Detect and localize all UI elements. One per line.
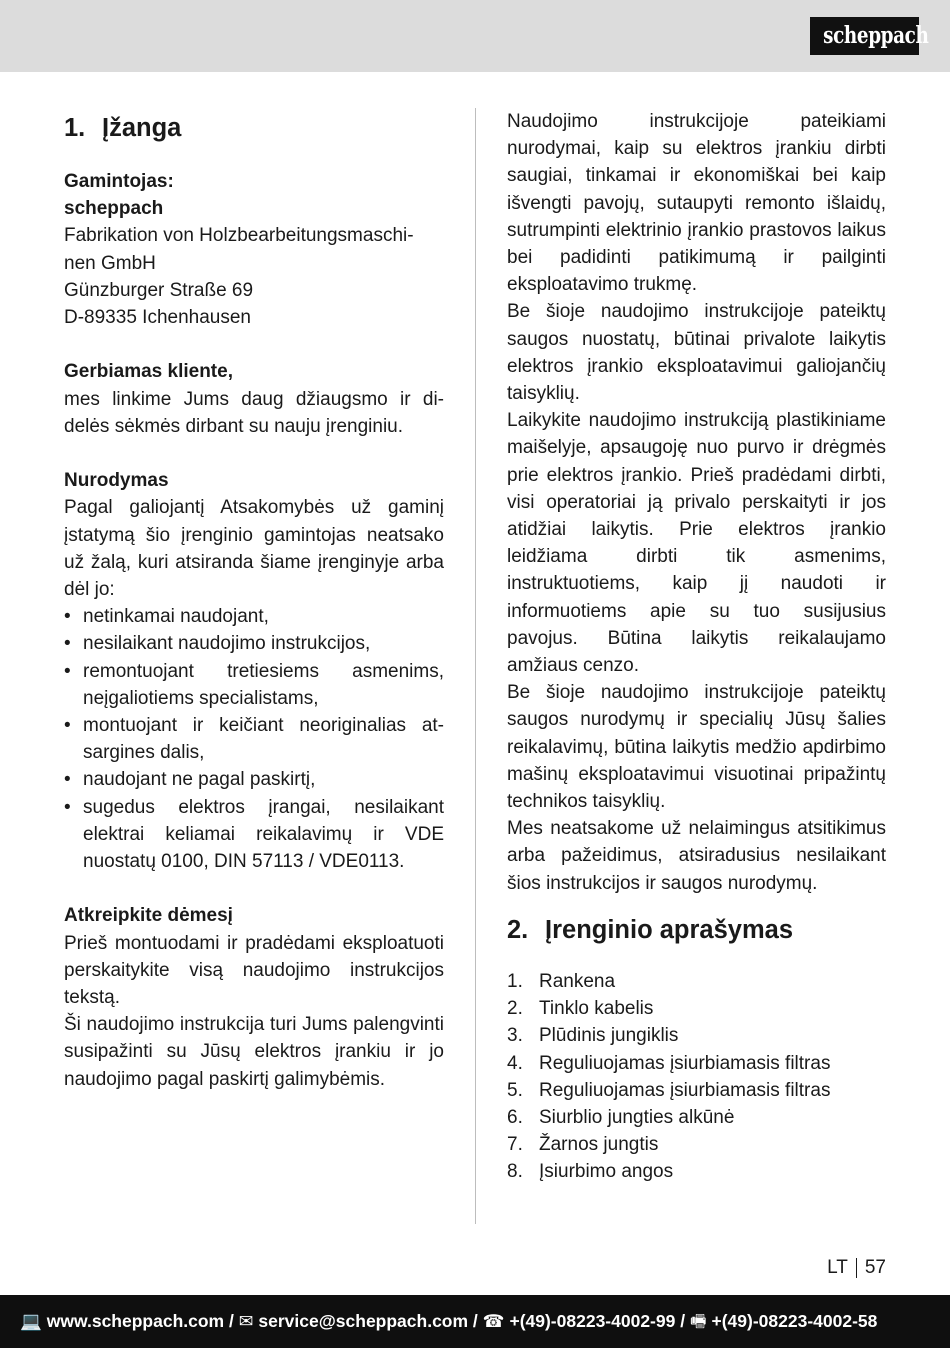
column-divider xyxy=(475,108,476,1224)
body-paragraph: Be šioje naudojimo instrukcijoje pateiktų saugos nuostatų, būtinai privalote laikytis elektros įrankio eksploatavimui galiojančių taisyklių. xyxy=(507,301,886,405)
list-item: • sugedus elektros įrangai, nesilaikant elektrai keliamai reikalavimų ir VDE nuostatų 0100, DIN 57113 / VDE0113. xyxy=(64,794,444,876)
section-title: Įrenginio aprašymas xyxy=(545,915,794,944)
language-code: LT xyxy=(827,1257,848,1278)
right-column xyxy=(507,108,886,1186)
page-number xyxy=(827,1256,886,1280)
manufacturer-line: Fabrikation von Holzbearbeitungsmaschi- xyxy=(64,225,414,247)
body-paragraph: Laikykite naudojimo instrukciją plastikiniame maišelyje, apsaugoję nuo purvo ir drėgmės prie elektros įrankio. Prieš pradėdami dirbti, visi operatoriai ją privalo perskaityti ir jos atidžiai laikytis. Prie elektros įrankio leidžiama dirbti tik asmenims, instruktuotiems, kaip jį naudoti ir informuotiems apie su tuo susijusius pavojus. Būtina laikytis reikalaujamo amžiaus cenzo. xyxy=(507,410,886,677)
brand-logo: scheppach xyxy=(810,17,919,55)
body-paragraph: Be šioje naudojimo instrukcijoje pateiktų saugos nurodymų ir specialių Jūsų šalies reikalavimų, būtina laikytis medžio apdirbimo mašinų eksploatavimui visuotinai pripažintų technikos taisyklių. xyxy=(507,682,886,813)
email-link[interactable]: service@scheppach.com xyxy=(258,1311,469,1331)
list-item: 1. Rankena xyxy=(507,970,616,992)
list-item: • naudojant ne pagal paskirtį, xyxy=(64,766,444,793)
body-paragraph: Naudojimo instrukcijoje pateikiami nurodymai, kaip su elektros įrankiu dirbti saugiai, tinkamai ir ekonomiškai bei kaip išvengti pavojų, sutaupyti remonto išlaidų, sutrumpinti elektrinio įrankio prastovos laikus bei padidinti patikimumą ir pailginti eksploatavimo trukmę. xyxy=(507,111,886,296)
notice-list xyxy=(64,603,444,875)
manufacturer-name: scheppach xyxy=(64,198,164,220)
section-heading-introduction xyxy=(64,111,444,145)
fax-icon: 🖷 xyxy=(689,1311,707,1331)
attention-paragraph: Prieš montuodami ir pradėdami eksploatuoti perskaitykite visą naudojimo instrukcijos tekstą. xyxy=(64,932,444,1009)
manufacturer-line: Günzburger Straße 69 xyxy=(64,279,254,301)
list-item: • montuojant ir keičiant neoriginalias at-sargines dalis, xyxy=(64,712,444,766)
page-number-value: 57 xyxy=(864,1257,886,1278)
contact-footer: 💻 www.scheppach.com / ✉ service@scheppach.com / ☎ +(49)-08223-4002-99 / 🖷 +(49)-08223-4002-58 xyxy=(0,1295,950,1348)
list-item: • nesilaikant naudojimo instrukcijos, xyxy=(64,630,444,657)
list-item: 3. Plūdinis jungiklis xyxy=(507,1025,679,1047)
parts-list xyxy=(507,968,886,1186)
website-link[interactable]: www.scheppach.com xyxy=(46,1311,225,1331)
greeting-text: mes linkime Jums daug džiaugsmo ir di-delės sėkmės dirbant su nauju įrenginiu. xyxy=(64,388,444,437)
manufacturer-line: nen GmbH xyxy=(64,252,156,274)
page-number-separator xyxy=(856,1258,857,1278)
phone-number: +(49)-08223-4002-99 xyxy=(509,1311,676,1331)
manufacturer-label: Gamintojas: xyxy=(64,171,174,192)
list-item: 7. Žarnos jungtis xyxy=(507,1134,659,1156)
section-title: Įžanga xyxy=(102,114,182,142)
header-band xyxy=(0,0,950,72)
list-item: 6. Siurblio jungties alkūnė xyxy=(507,1106,735,1128)
attention-title: Atkreipkite dėmesį xyxy=(64,905,233,927)
attention-paragraph: Ši naudojimo instrukcija turi Jums palengvinti susipažinti su Jūsų elektros įrankiu ir jo naudojimo pagal paskirtį galimybėmis. xyxy=(64,1014,444,1090)
fax-number: +(49)-08223-4002-58 xyxy=(711,1311,878,1331)
section-number: 2. xyxy=(507,915,529,944)
list-item: • netinkamai naudojant, xyxy=(64,603,444,630)
notice-title: Nurodymas xyxy=(64,470,169,492)
list-item: 2. Tinklo kabelis xyxy=(507,998,654,1020)
list-item: 8. Įsiurbimo angos xyxy=(507,1161,674,1183)
list-item: 5. Reguliuojamas įsiurbiamasis filtras xyxy=(507,1079,831,1101)
mail-icon: ✉ xyxy=(238,1311,254,1331)
list-item: 4. Reguliuojamas įsiurbiamasis filtras xyxy=(507,1052,831,1074)
section-heading-device-description xyxy=(507,913,886,947)
computer-icon: 💻 xyxy=(20,1311,42,1331)
phone-icon: ☎ xyxy=(482,1311,505,1331)
manufacturer-line: D-89335 Ichenhausen xyxy=(64,307,251,329)
notice-text: Pagal galiojantį Atsakomybės už gaminį įstatymą šio įrenginio gamintojas neatsako už žalą, kuri atsiranda šiame įrenginyje arba dėl jo: xyxy=(64,497,444,601)
section-number: 1. xyxy=(64,114,86,142)
greeting-title: Gerbiamas kliente, xyxy=(64,361,233,383)
left-column xyxy=(64,108,444,1093)
body-paragraph: Mes neatsakome už nelaimingus atsitikimus arba pažeidimus, atsiradusius nesilaikant šios instrukcijos ir saugos nurodymų. xyxy=(507,818,886,894)
list-item: • remontuojant tretiesiems asmenims, neįgaliotiems specialistams, xyxy=(64,658,444,712)
